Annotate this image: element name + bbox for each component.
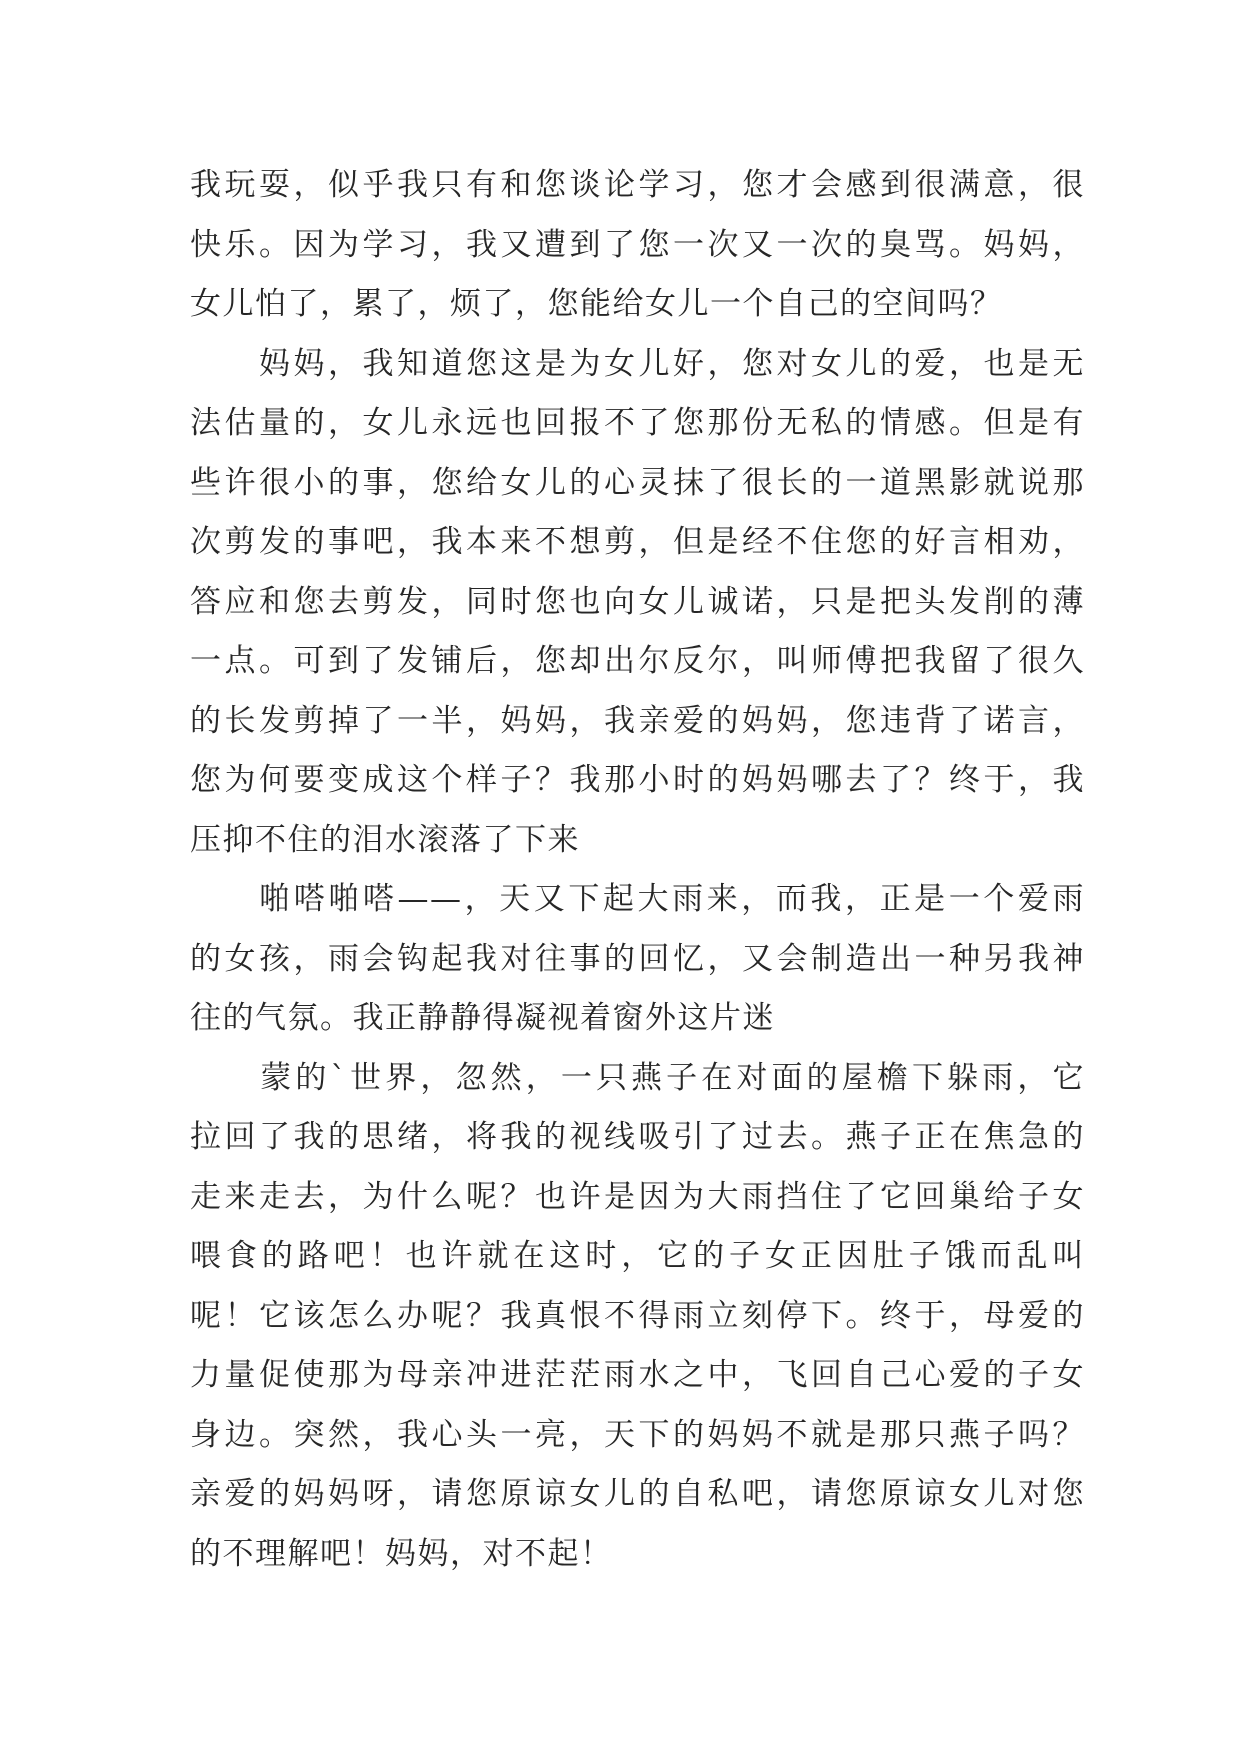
text-line: 您为何要变成这个样子？我那小时的妈妈哪去了？终于，我 — [190, 762, 1085, 798]
text-line: 力量促使那为母亲冲进茫茫雨水之中，飞回自己心爱的子女 — [190, 1357, 1085, 1393]
paragraph-start-line: 啪嗒啪嗒——，天又下起大雨来，而我，正是一个爱雨 — [190, 881, 1085, 917]
paragraph-start-line: 蒙的`世界，忽然，一只燕子在对面的屋檐下躲雨，它 — [190, 1059, 1085, 1096]
text-line: 的长发剪掉了一半，妈妈，我亲爱的妈妈，您违背了诺言， — [190, 702, 1085, 739]
text-line: 往的气氛。我正静静得凝视着窗外这片迷 — [190, 1000, 775, 1036]
essay-body — [190, 156, 1085, 1584]
text-line: 拉回了我的思绪，将我的视线吸引了过去。燕子正在焦急的 — [190, 1119, 1085, 1155]
text-line: 呢！它该怎么办呢？我真恨不得雨立刻停下。终于，母爱的 — [190, 1297, 1085, 1334]
text-line: 次剪发的事吧，我本来不想剪，但是经不住您的好言相劝， — [190, 524, 1085, 560]
text-line: 答应和您去剪发，同时您也向女儿诚诺，只是把头发削的薄 — [190, 583, 1085, 620]
text-line: 身边。突然，我心头一亮，天下的妈妈不就是那只燕子吗？ — [190, 1416, 1085, 1453]
text-line: 走来走去，为什么呢？也许是因为大雨挡住了它回巢给子女 — [190, 1178, 1085, 1215]
text-line: 的不理解吧！妈妈，对不起！ — [190, 1535, 613, 1572]
paragraph-start-line: 妈妈，我知道您这是为女儿好，您对女儿的爱，也是无 — [190, 345, 1085, 382]
text-line: 压抑不住的泪水滚落了下来 — [190, 821, 580, 858]
text-line: 亲爱的妈妈呀，请您原谅女儿的自私吧，请您原谅女儿对您 — [190, 1476, 1085, 1512]
text-line: 我玩耍，似乎我只有和您谈论学习，您才会感到很满意，很 — [190, 167, 1085, 203]
text-line: 法估量的，女儿永远也回报不了您那份无私的情感。但是有 — [190, 405, 1085, 441]
text-line: 快乐。因为学习，我又遭到了您一次又一次的臭骂。妈妈， — [190, 226, 1085, 263]
text-line: 的女孩，雨会钩起我对往事的回忆，又会制造出一种另我神 — [190, 940, 1085, 977]
text-line: 些许很小的事，您给女儿的心灵抹了很长的一道黑影就说那 — [190, 464, 1085, 501]
text-line: 一点。可到了发铺后，您却出尔反尔，叫师傅把我留了很久 — [190, 643, 1085, 679]
text-line: 喂食的路吧！也许就在这时，它的子女正因肚子饿而乱叫 — [190, 1238, 1085, 1274]
text-line: 女儿怕了，累了，烦了，您能给女儿一个自己的空间吗？ — [190, 286, 1003, 322]
